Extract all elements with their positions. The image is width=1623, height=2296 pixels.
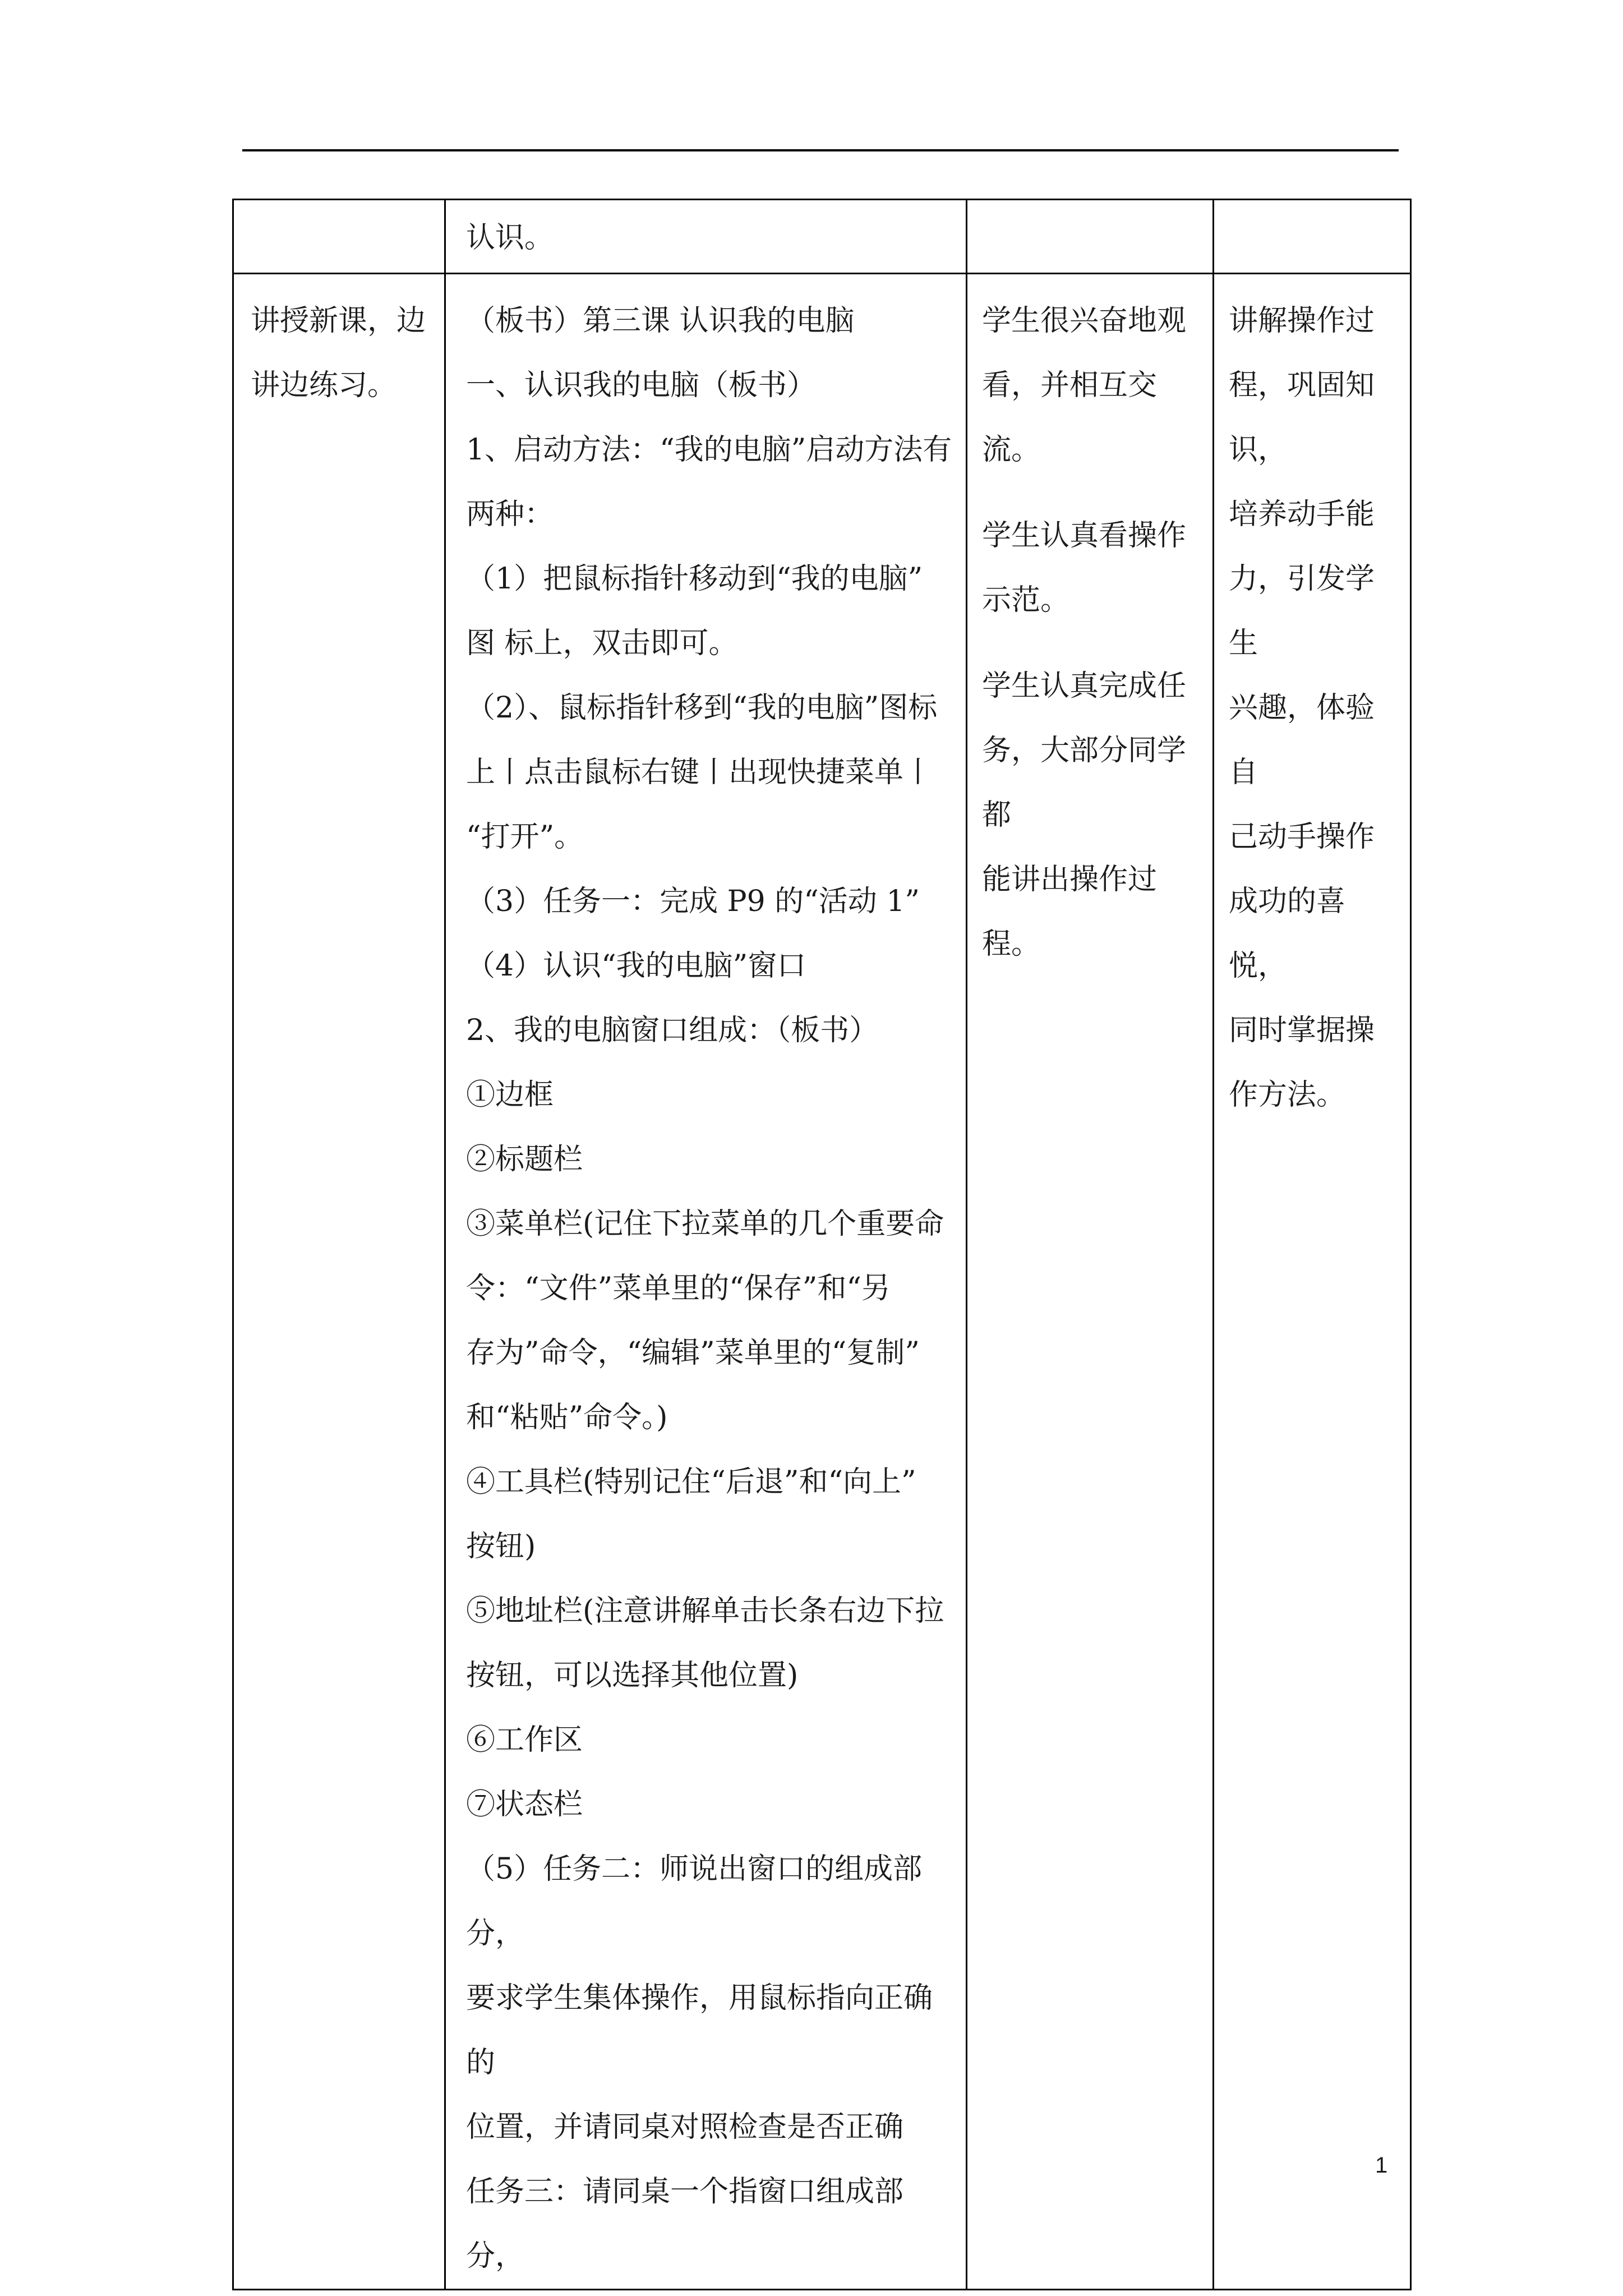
cell-content — [445, 200, 967, 274]
student-activity-line: 学生很兴奋地观 — [982, 304, 1187, 338]
intent-line: 兴趣，体验自 — [1229, 691, 1375, 789]
content-line: （板书）第三课 认识我的电脑 — [466, 304, 855, 338]
content-line: ⑦状态栏 — [466, 1788, 583, 1821]
cell-content — [445, 274, 967, 2290]
student-activity-line: 务，大部分同学都 — [982, 734, 1187, 832]
student-activity-block — [982, 654, 1200, 977]
content-line: ②标题栏 — [466, 1143, 583, 1176]
activity-line: 讲边练习。 — [251, 369, 397, 402]
content-line: “打开”。 — [466, 820, 584, 854]
content-line: （1）把鼠标指针移动到“我的电脑” — [466, 562, 923, 596]
content-line: （2）、鼠标指针移到“我的电脑”图标 — [466, 691, 938, 725]
content-line: 图 标上，双击即可。 — [466, 627, 738, 660]
content-line: ④工具栏(特别记住“后退”和“向上” — [466, 1465, 916, 1499]
cell-activity — [233, 274, 445, 2290]
cell-intent — [1214, 200, 1411, 274]
content-line: 任务三：请同桌一个指窗口组成部分， — [466, 2175, 904, 2273]
intent-line: 同时掌据操 — [1229, 1014, 1375, 1047]
content-line: （5）任务二：师说出窗口的组成部分， — [466, 1852, 923, 1950]
header-rule — [242, 149, 1399, 151]
content-line: 按钮) — [466, 1530, 536, 1563]
content-line: 令：“文件”菜单里的“保存”和“另 — [466, 1272, 891, 1305]
content-line: 上丨点击鼠标右键丨出现快捷菜单丨 — [466, 756, 933, 789]
content-line: 位置，并请同桌对照检查是否正确 — [466, 2110, 904, 2144]
content-line: ⑥工作区 — [466, 1723, 583, 1757]
intent-line: 程，巩固知识， — [1229, 369, 1375, 467]
cell-student-activity — [967, 200, 1214, 274]
table-row-new-lesson — [233, 274, 1411, 2290]
student-activity-line: 学生认真看操作 — [982, 519, 1187, 553]
intent-line: 讲解操作过 — [1229, 304, 1375, 338]
intent-line: 作方法。 — [1229, 1078, 1346, 1112]
content-line: ③菜单栏(记住下拉菜单的几个重要命 — [466, 1207, 944, 1241]
intent-line: 力，引发学生 — [1229, 562, 1375, 660]
content-line: 要求学生集体操作，用鼠标指向正确的 — [466, 1981, 933, 2079]
table-row-continuation — [233, 200, 1411, 274]
content-line: 两种： — [466, 498, 554, 531]
student-activity-line: 能讲出操作过程。 — [982, 863, 1158, 961]
student-activity-line: 看，并相互交流。 — [982, 369, 1158, 467]
student-activity-block — [982, 504, 1200, 633]
cell-student-activity — [967, 274, 1214, 2290]
content-line: ⑤地址栏(注意讲解单击长条右边下拉 — [466, 1594, 944, 1628]
content-line: 按钮，可以选择其他位置) — [466, 1659, 799, 1692]
content-line: 存为”命令，“编辑”菜单里的“复制” — [466, 1336, 920, 1370]
intent-line: 己动手操作 — [1229, 820, 1375, 854]
intent-line: 培养动手能 — [1229, 498, 1375, 531]
student-activity-line: 学生认真完成任 — [982, 669, 1187, 703]
cell-activity — [233, 200, 445, 274]
cell-intent — [1214, 274, 1411, 2290]
content-line: 认识。 — [466, 221, 554, 255]
student-activity-block — [982, 289, 1200, 482]
content-line: 一、认识我的电脑（板书） — [466, 369, 817, 402]
content-line: ①边框 — [466, 1078, 554, 1112]
content-line: （3）任务一：完成 P9 的“活动 1” — [466, 885, 920, 918]
content-line: （4）认识“我的电脑”窗口 — [466, 949, 806, 983]
student-activity-line: 示范。 — [982, 583, 1070, 617]
content-line: 和“粘贴”命令。) — [466, 1401, 668, 1434]
lesson-plan-table — [232, 199, 1412, 2290]
intent-line: 成功的喜悦， — [1229, 885, 1346, 983]
content-line: 1、启动方法：“我的电脑”启动方法有 — [466, 433, 952, 467]
content-line: 2、我的电脑窗口组成：（板书） — [466, 1014, 879, 1047]
activity-line: 讲授新课，边 — [251, 304, 426, 338]
page-number: 1 — [1375, 2153, 1388, 2178]
